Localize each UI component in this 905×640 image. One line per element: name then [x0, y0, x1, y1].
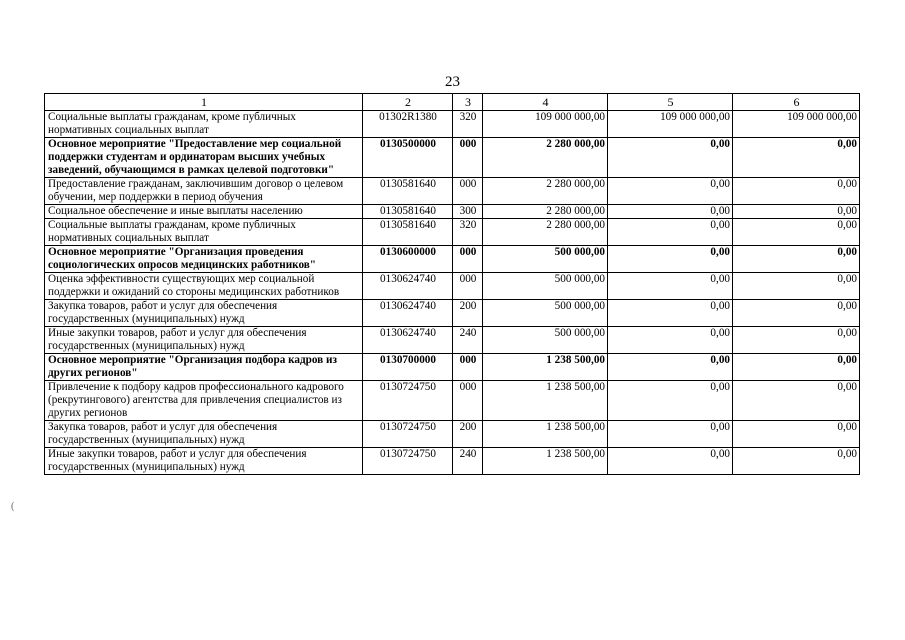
expense-type-code: 000 — [453, 273, 483, 300]
table-row — [45, 246, 860, 273]
table-row — [45, 327, 860, 354]
amount-col-6: 109 000 000,00 — [733, 111, 860, 138]
table-row — [45, 300, 860, 327]
amount-col-4: 2 280 000,00 — [483, 205, 608, 219]
amount-col-6: 0,00 — [733, 381, 860, 421]
amount-col-6: 0,00 — [733, 354, 860, 381]
table-row — [45, 219, 860, 246]
amount-col-5: 0,00 — [608, 273, 733, 300]
column-header: 1 — [45, 94, 363, 111]
expense-type-code: 000 — [453, 138, 483, 178]
target-article-code: 0130724750 — [363, 381, 453, 421]
item-name: Иные закупки товаров, работ и услуг для обеспечения государственных (муниципальных) нужд — [45, 448, 363, 475]
amount-col-4: 500 000,00 — [483, 273, 608, 300]
column-header: 3 — [453, 94, 483, 111]
column-header: 4 — [483, 94, 608, 111]
expense-type-code: 000 — [453, 178, 483, 205]
expense-type-code: 240 — [453, 448, 483, 475]
item-name: Основное мероприятие "Предоставление мер социальной поддержки студентам и ординаторам высших учебных заведений, обучающимся в рамках целевой подготовки" — [45, 138, 363, 178]
item-name: Социальные выплаты гражданам, кроме публичных нормативных социальных выплат — [45, 219, 363, 246]
target-article-code: 0130600000 — [363, 246, 453, 273]
item-name: Оценка эффективности существующих мер социальной поддержки и ожиданий со стороны медицинских работников — [45, 273, 363, 300]
amount-col-4: 2 280 000,00 — [483, 178, 608, 205]
target-article-code: 0130581640 — [363, 205, 453, 219]
table-row — [45, 273, 860, 300]
target-article-code: 0130724750 — [363, 421, 453, 448]
item-name: Закупка товаров, работ и услуг для обеспечения государственных (муниципальных) нужд — [45, 300, 363, 327]
item-name: Основное мероприятие "Организация проведения социологических опросов медицинских работников" — [45, 246, 363, 273]
table-row — [45, 448, 860, 475]
header-row — [45, 94, 860, 111]
amount-col-6: 0,00 — [733, 448, 860, 475]
table-row — [45, 138, 860, 178]
expense-type-code: 320 — [453, 111, 483, 138]
target-article-code: 0130500000 — [363, 138, 453, 178]
target-article-code: 0130724750 — [363, 448, 453, 475]
target-article-code: 0130624740 — [363, 300, 453, 327]
amount-col-5: 0,00 — [608, 354, 733, 381]
amount-col-4: 500 000,00 — [483, 246, 608, 273]
margin-mark: ( — [11, 501, 15, 512]
expense-type-code: 200 — [453, 300, 483, 327]
target-article-code: 0130581640 — [363, 219, 453, 246]
table-row — [45, 421, 860, 448]
amount-col-4: 109 000 000,00 — [483, 111, 608, 138]
amount-col-6: 0,00 — [733, 246, 860, 273]
budget-table — [44, 93, 860, 475]
expense-type-code: 300 — [453, 205, 483, 219]
amount-col-4: 1 238 500,00 — [483, 448, 608, 475]
item-name: Основное мероприятие "Организация подбора кадров из других регионов" — [45, 354, 363, 381]
target-article-code: 0130624740 — [363, 327, 453, 354]
expense-type-code: 000 — [453, 381, 483, 421]
amount-col-5: 109 000 000,00 — [608, 111, 733, 138]
amount-col-5: 0,00 — [608, 138, 733, 178]
target-article-code: 0130700000 — [363, 354, 453, 381]
item-name: Социальное обеспечение и иные выплаты населению — [45, 205, 363, 219]
table-row — [45, 354, 860, 381]
expense-type-code: 000 — [453, 354, 483, 381]
amount-col-5: 0,00 — [608, 219, 733, 246]
amount-col-5: 0,00 — [608, 178, 733, 205]
target-article-code: 0130581640 — [363, 178, 453, 205]
amount-col-5: 0,00 — [608, 327, 733, 354]
column-header: 2 — [363, 94, 453, 111]
amount-col-4: 1 238 500,00 — [483, 421, 608, 448]
amount-col-4: 2 280 000,00 — [483, 219, 608, 246]
item-name: Привлечение к подбору кадров профессионального кадрового (рекрутингового) агентства для привлечения специалистов из других регионов — [45, 381, 363, 421]
amount-col-6: 0,00 — [733, 219, 860, 246]
table-body — [45, 111, 860, 475]
amount-col-6: 0,00 — [733, 327, 860, 354]
expense-type-code: 320 — [453, 219, 483, 246]
expense-type-code: 000 — [453, 246, 483, 273]
amount-col-5: 0,00 — [608, 246, 733, 273]
table-row — [45, 178, 860, 205]
target-article-code: 0130624740 — [363, 273, 453, 300]
table-row — [45, 381, 860, 421]
amount-col-5: 0,00 — [608, 421, 733, 448]
amount-col-6: 0,00 — [733, 421, 860, 448]
amount-col-6: 0,00 — [733, 273, 860, 300]
item-name: Социальные выплаты гражданам, кроме публичных нормативных социальных выплат — [45, 111, 363, 138]
item-name: Иные закупки товаров, работ и услуг для обеспечения государственных (муниципальных) нужд — [45, 327, 363, 354]
table-row — [45, 111, 860, 138]
amount-col-5: 0,00 — [608, 381, 733, 421]
amount-col-4: 1 238 500,00 — [483, 354, 608, 381]
item-name: Закупка товаров, работ и услуг для обеспечения государственных (муниципальных) нужд — [45, 421, 363, 448]
amount-col-4: 500 000,00 — [483, 327, 608, 354]
amount-col-6: 0,00 — [733, 178, 860, 205]
target-article-code: 01302R1380 — [363, 111, 453, 138]
column-header: 5 — [608, 94, 733, 111]
expense-type-code: 200 — [453, 421, 483, 448]
amount-col-5: 0,00 — [608, 205, 733, 219]
amount-col-6: 0,00 — [733, 205, 860, 219]
page-number: 23 — [445, 74, 460, 90]
item-name: Предоставление гражданам, заключившим договор о целевом обучении, мер поддержки в период обучения — [45, 178, 363, 205]
amount-col-4: 2 280 000,00 — [483, 138, 608, 178]
amount-col-6: 0,00 — [733, 138, 860, 178]
column-header: 6 — [733, 94, 860, 111]
amount-col-6: 0,00 — [733, 300, 860, 327]
amount-col-4: 500 000,00 — [483, 300, 608, 327]
amount-col-4: 1 238 500,00 — [483, 381, 608, 421]
amount-col-5: 0,00 — [608, 448, 733, 475]
amount-col-5: 0,00 — [608, 300, 733, 327]
table-row — [45, 205, 860, 219]
expense-type-code: 240 — [453, 327, 483, 354]
